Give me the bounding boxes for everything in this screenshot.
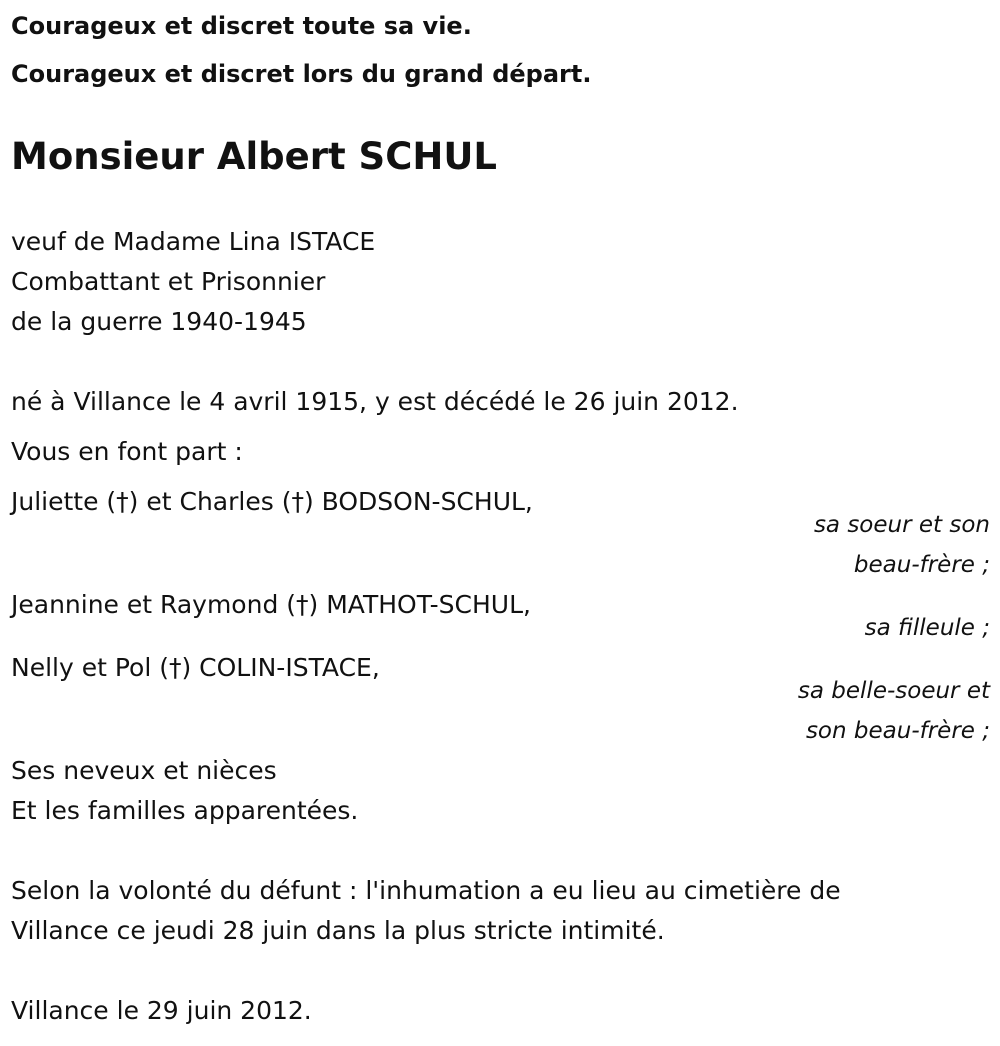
war-period-line: de la guerre 1940-1945	[11, 307, 307, 336]
closing-place-date: Villance le 29 juin 2012.	[11, 996, 312, 1025]
birth-death-line: né à Villance le 4 avril 1915, y est décédé le 26 juin 2012.	[11, 387, 739, 416]
mourner-relation-1a: sa soeur et son	[813, 512, 990, 538]
mourner-relation-3b: son beau-frère ;	[805, 718, 990, 744]
mourner-relation-3a: sa belle-soeur et	[797, 678, 990, 704]
mourner-relation-2a: sa filleule ;	[864, 615, 990, 641]
announce-intro: Vous en font part :	[11, 437, 243, 466]
mourner-names-1: Juliette (†) et Charles (†) BODSON-SCHUL,	[11, 487, 533, 516]
motto-line-1: Courageux et discret toute sa vie.	[11, 12, 472, 40]
mourner-names-2: Jeannine et Raymond (†) MATHOT-SCHUL,	[11, 590, 531, 619]
burial-line-1: Selon la volonté du défunt : l'inhumation a eu lieu au cimetière de	[11, 876, 841, 905]
veteran-line: Combattant et Prisonnier	[11, 267, 326, 296]
family-line-2: Et les familles apparentées.	[11, 796, 359, 825]
deceased-name: Monsieur Albert SCHUL	[11, 135, 497, 178]
motto-line-2: Courageux et discret lors du grand départ.	[11, 60, 592, 88]
family-line-1: Ses neveux et nièces	[11, 756, 277, 785]
mourner-relation-1b: beau-frère ;	[853, 552, 990, 578]
mourner-names-3: Nelly et Pol (†) COLIN-ISTACE,	[11, 653, 380, 682]
widower-line: veuf de Madame Lina ISTACE	[11, 227, 376, 256]
burial-line-2: Villance ce jeudi 28 juin dans la plus stricte intimité.	[11, 916, 665, 945]
